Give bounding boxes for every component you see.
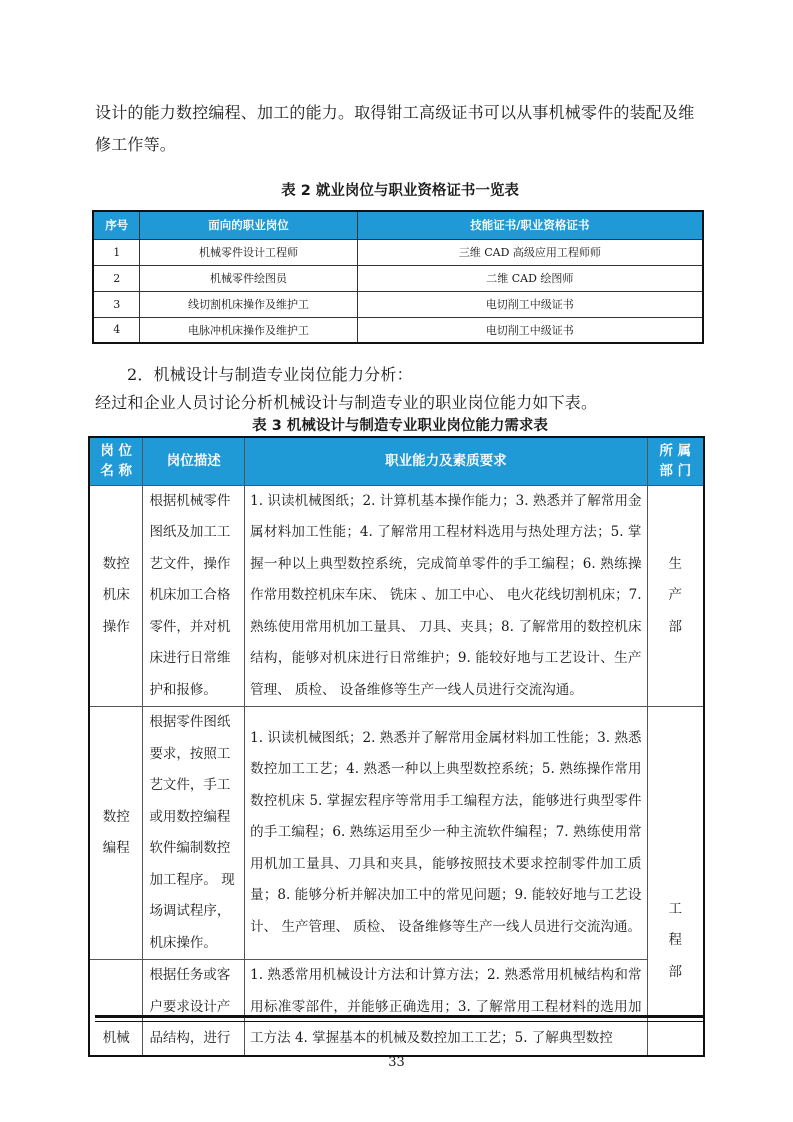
- cell-description: 根据零件图纸要求，按照工艺文件，手工或用数控编程软件编制数控加工程序。 现场调试程序，机床操作。: [143, 707, 245, 960]
- ability-table: [88, 436, 705, 1057]
- cell-description: 根据机械零件图纸及加工工艺文件，操作机床加工合格零件，并对机床进行日常维护和报修。: [143, 485, 245, 707]
- cell-index: 2: [93, 265, 140, 291]
- table-row: [89, 485, 704, 707]
- cell-position-name: 数控编程: [89, 707, 143, 960]
- cell-position-name: 数控机床操作: [89, 485, 143, 707]
- cell-certificate: 电切削工中级证书: [357, 291, 703, 317]
- cell-index: 4: [93, 317, 140, 343]
- certificate-table: [92, 210, 704, 344]
- section-heading: 2．机械设计与制造专业岗位能力分析：: [127, 365, 413, 384]
- cell-position: 机械零件设计工程师: [140, 239, 357, 265]
- header-position-name: 岗 位 名 称: [89, 437, 143, 485]
- header-requirements: 职业能力及素质要求: [245, 437, 647, 485]
- section-intro: 经过和企业人员讨论分析机械设计与制造专业的职业岗位能力如下表。: [95, 393, 598, 412]
- cell-position: 线切割机床操作及维护工: [140, 291, 357, 317]
- cell-requirements: 1. 识读机械图纸；2. 计算机基本操作能力；3. 熟悉并了解常用金属材料加工性能；4. 了解常用工程材料选用与热处理方法；5. 掌握一种以上典型数控系统，完成简单零件的手工编程；6. 熟练操作常用数控机床车床、 铣床 、加工中心、 电火花线切割机床；7. 熟练使用常用机加工量具、 刀具、夹具；8. 了解常用的数控机床结构，能够对机床进行日常维护；9. 能较好地与工艺设计、生产管理、 质检、 设备维修等生产一线人员进行交流沟通。: [245, 485, 647, 707]
- table-row: [93, 239, 703, 265]
- table2-caption: 表 2 就业岗位与职业资格证书一览表: [281, 183, 519, 199]
- cell-position: 电脉冲机床操作及维护工: [140, 317, 357, 343]
- table-row: [93, 265, 703, 291]
- cell-department: 工程部: [647, 707, 704, 1056]
- cell-requirements: 1. 熟悉常用机械设计方法和计算方法；2. 熟悉常用机械结构和常用标准零部件，并能够正确选用；3. 了解常用工程材料的选用加工方法 4. 掌握基本的机械及数控加工工艺；5. 了解典型数控: [245, 960, 647, 1056]
- cell-certificate: 电切削工中级证书: [357, 317, 703, 343]
- header-position: 面向的职业岗位: [140, 211, 357, 239]
- cell-position: 机械零件绘图员: [140, 265, 357, 291]
- cell-department: 生产部: [647, 485, 704, 707]
- header-certificate: 技能证书/职业资格证书: [357, 211, 703, 239]
- footer-rule-thick: [95, 1015, 705, 1018]
- table-row: [89, 707, 704, 960]
- header-index: 序号: [93, 211, 140, 239]
- table-header-row: [89, 437, 704, 485]
- cell-certificate: 二维 CAD 绘图师: [357, 265, 703, 291]
- footer-rule-thin: [95, 1021, 705, 1022]
- table-header-row: [93, 211, 703, 239]
- cell-requirements: 1. 识读机械图纸；2. 熟悉并了解常用金属材料加工性能；3. 熟悉数控加工工艺；4. 熟悉一种以上典型数控系统；5. 熟练操作常用数控机床 5. 掌握宏程序等常用手工编程方法，能够进行典型零件的手工编程；6. 熟练运用至少一种主流软件编程；7. 熟练使用常用机加工量具、刀具和夹具，能够按照技术要求控制零件加工质量；8. 能够分析并解决加工中的常见问题；9. 能较好地与工艺设计、 生产管理、 质检、 设备维修等生产一线人员进行交流沟通。: [245, 707, 647, 960]
- header-department: 所 属 部 门: [647, 437, 704, 485]
- intro-paragraph: 设计的能力数控编程、加工的能力。取得钳工高级证书可以从事机械零件的装配及维修工作等。: [95, 103, 695, 154]
- table-row: [93, 317, 703, 343]
- cell-certificate: 三维 CAD 高级应用工程师师: [357, 239, 703, 265]
- cell-index: 1: [93, 239, 140, 265]
- cell-description: 根据任务或客户要求设计产品结构，进行: [143, 960, 245, 1056]
- header-description: 岗位描述: [143, 437, 245, 485]
- page-number: 33: [388, 1055, 405, 1070]
- table-row: [93, 291, 703, 317]
- cell-index: 3: [93, 291, 140, 317]
- table3-caption: 表 3 机械设计与制造专业职业岗位能力需求表: [252, 418, 548, 434]
- cell-position-name: 机械: [89, 960, 143, 1056]
- table-row: [89, 960, 704, 1056]
